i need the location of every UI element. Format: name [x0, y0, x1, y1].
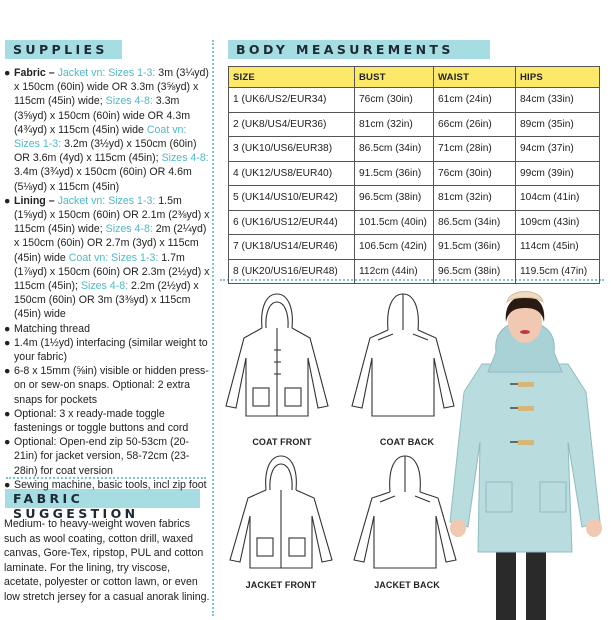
cell-hips: 119.5cm (47in): [516, 259, 600, 284]
cell-waist: 91.5cm (36in): [434, 235, 516, 260]
cell-size: 6 (UK16/US12/EUR44): [229, 210, 355, 235]
fabric-jacket-label: Jacket vn: Sizes 1-3:: [57, 67, 156, 79]
lining-label: Lining –: [14, 194, 55, 207]
cell-bust: 86.5cm (34in): [355, 137, 434, 162]
lining-jacket-large: 2m (2¼yd) x 150cm (60in) OR 2.7m (3yd) x 115cm (45in) wide: [14, 223, 207, 264]
bullet-icon: ●: [4, 365, 11, 378]
model-photo: [444, 282, 611, 620]
cell-size: 1 (UK6/US2/EUR34): [229, 88, 355, 113]
cell-waist: 81cm (32in): [434, 186, 516, 211]
supplies-list: [4, 66, 210, 492]
body-measurements-table: [228, 66, 600, 284]
cell-size: 7 (UK18/US14/EUR46): [229, 235, 355, 260]
lining-coat-label: Coat vn: Sizes 1-3:: [68, 251, 159, 264]
cell-bust: 101.5cm (40in): [355, 210, 434, 235]
bullet-icon: ●: [4, 194, 11, 207]
cell-hips: 109cm (43in): [516, 210, 600, 235]
fabric-suggestion-text: Medium- to heavy-weight woven fabrics such as wool coating, cotton drill, waxed canvas, Gore-Tex, ripstop, PUL and cotton laminate. For the lining, try viscose, acetate, polyester or cotton lawn, or even low stretch jersey for a casual anorak lining.: [4, 518, 210, 603]
cell-bust: 112cm (44in): [355, 259, 434, 284]
table-row: [229, 88, 600, 113]
list-item-text: Sewing machine, basic tools, incl zip foot: [14, 478, 207, 491]
cell-waist: 71cm (28in): [434, 137, 516, 162]
cell-waist: 66cm (26in): [434, 112, 516, 137]
column-header-bust: BUST: [355, 67, 434, 88]
fabric-jacket-large-label: Sizes 4-8:: [105, 95, 153, 108]
cell-bust: 76cm (30in): [355, 88, 434, 113]
table-row: [229, 210, 600, 235]
cell-size: 4 (UK12/US8/EUR40): [229, 161, 355, 186]
list-item: [4, 364, 210, 407]
lining-coat-large-label: Sizes 4-8:: [80, 280, 129, 293]
list-item: [4, 322, 210, 336]
lining-jacket-label: Jacket vn: Sizes 1-3:: [57, 194, 156, 207]
fabric-jacket-large: 3.3m (3⅝yd) x 150cm (60in) wide OR 4.3m (4¾yd) x 115cm (45in) wide: [14, 95, 191, 136]
list-item-text: 1.4m (1½yd) interfacing (similar weight to your fabric): [14, 336, 208, 364]
column-header-size: SIZE: [229, 67, 355, 88]
cell-hips: 94cm (37in): [516, 137, 600, 162]
jacket-front-caption: JACKET FRONT: [245, 580, 317, 590]
cell-size: 8 (UK20/US16/EUR48): [229, 259, 355, 284]
list-item: [4, 407, 210, 435]
cell-bust: 106.5cm (42in): [355, 235, 434, 260]
fabric-label: Fabric –: [14, 67, 55, 79]
lining-coat-large: 2.2m (2½yd) x 150cm (60in) OR 3m (3⅜yd) x 115cm (45in) wide: [14, 280, 199, 321]
bullet-icon: ●: [4, 478, 11, 491]
column-divider: [212, 40, 214, 616]
bullet-icon: ●: [4, 407, 11, 420]
table-row: [229, 259, 600, 284]
lining-jacket-small: 1.5m (1⅝yd) x 150cm (60in) OR 2.1m (2⅜yd) x 115cm (45in) wide;: [14, 194, 210, 236]
coat-back-caption: COAT BACK: [379, 437, 435, 447]
cell-bust: 91.5cm (36in): [355, 161, 434, 186]
fabric-coat-small: 3.2m (3½yd) x 150cm (60in) OR 3.6m (4yd) x 115cm (45in);: [14, 138, 197, 165]
list-item-text: Optional: 3 x ready-made toggle fastenings or toggle buttons and cord: [14, 407, 189, 435]
body-measurements-heading: BODY MEASUREMENTS: [228, 40, 490, 59]
table-row: [229, 112, 600, 137]
list-item-fabric: [4, 66, 210, 194]
list-item-text: Matching thread: [14, 322, 90, 335]
fabric-coat-large-label: Sizes 4-8:: [161, 152, 209, 165]
coat-back-sketch: [348, 288, 458, 436]
cell-waist: 86.5cm (34in): [434, 210, 516, 235]
bullet-icon: ●: [4, 436, 11, 449]
cell-waist: 61cm (24in): [434, 88, 516, 113]
list-item: [4, 336, 210, 364]
list-item: [4, 435, 210, 478]
supplies-heading: SUPPLIES: [5, 40, 122, 59]
jacket-front-sketch: [226, 450, 336, 580]
cell-waist: 96.5cm (38in): [434, 259, 516, 284]
list-item-text: 6-8 x 15mm (⅝in) visible or hidden press-on or sew-on snaps. Optional: 2 extra snaps for pockets: [14, 365, 209, 406]
cell-hips: 89cm (35in): [516, 112, 600, 137]
bullet-icon: ●: [4, 67, 11, 79]
lining-jacket-large-label: Sizes 4-8:: [105, 223, 153, 236]
list-item-lining: [4, 194, 210, 322]
coat-front-caption: COAT FRONT: [252, 437, 312, 447]
table-row: [229, 161, 600, 186]
cell-hips: 99cm (39in): [516, 161, 600, 186]
list-item-text: Optional: Open-end zip 50-53cm (20-21in) for jacket version, 58-72cm (23-28in) for coat version: [14, 436, 190, 477]
cell-size: 2 (UK8/US4/EUR36): [229, 112, 355, 137]
jacket-back-caption: JACKET BACK: [374, 580, 440, 590]
cell-bust: 96.5cm (38in): [355, 186, 434, 211]
fabric-coat-large: 3.4m (3¾yd) x 150cm (60in) OR 4.6m (5⅛yd) x 115cm (45in): [14, 166, 192, 193]
table-row: [229, 137, 600, 162]
cell-hips: 114cm (45in): [516, 235, 600, 260]
list-item: [4, 478, 210, 492]
cell-hips: 84cm (33in): [516, 88, 600, 113]
column-header-hips: HIPS: [516, 67, 600, 88]
bullet-icon: ●: [4, 322, 11, 335]
cell-size: 5 (UK14/US10/EUR42): [229, 186, 355, 211]
cell-waist: 76cm (30in): [434, 161, 516, 186]
table-header-row: [229, 67, 600, 88]
coat-front-sketch: [222, 288, 332, 436]
fabric-suggestion-heading: FABRIC SUGGESTION: [5, 489, 200, 508]
cell-bust: 81cm (32in): [355, 112, 434, 137]
table-row: [229, 186, 600, 211]
column-header-waist: WAIST: [434, 67, 516, 88]
table-row: [229, 235, 600, 260]
fabric-jacket-small: 3m (3¼yd) x 150cm (60in) wide OR 3.3m (3⅝yd) x 115cm (45in) wide;: [14, 67, 209, 108]
bullet-icon: ●: [4, 336, 11, 349]
lining-coat-small: 1.7m (1⅞yd) x 150cm (60in) OR 2.3m (2½yd) x 115cm (45in);: [14, 251, 210, 293]
fabric-coat-label: Coat vn: Sizes 1-3:: [14, 123, 187, 151]
cell-hips: 104cm (41in): [516, 186, 600, 211]
cell-size: 3 (UK10/US6/EUR38): [229, 137, 355, 162]
